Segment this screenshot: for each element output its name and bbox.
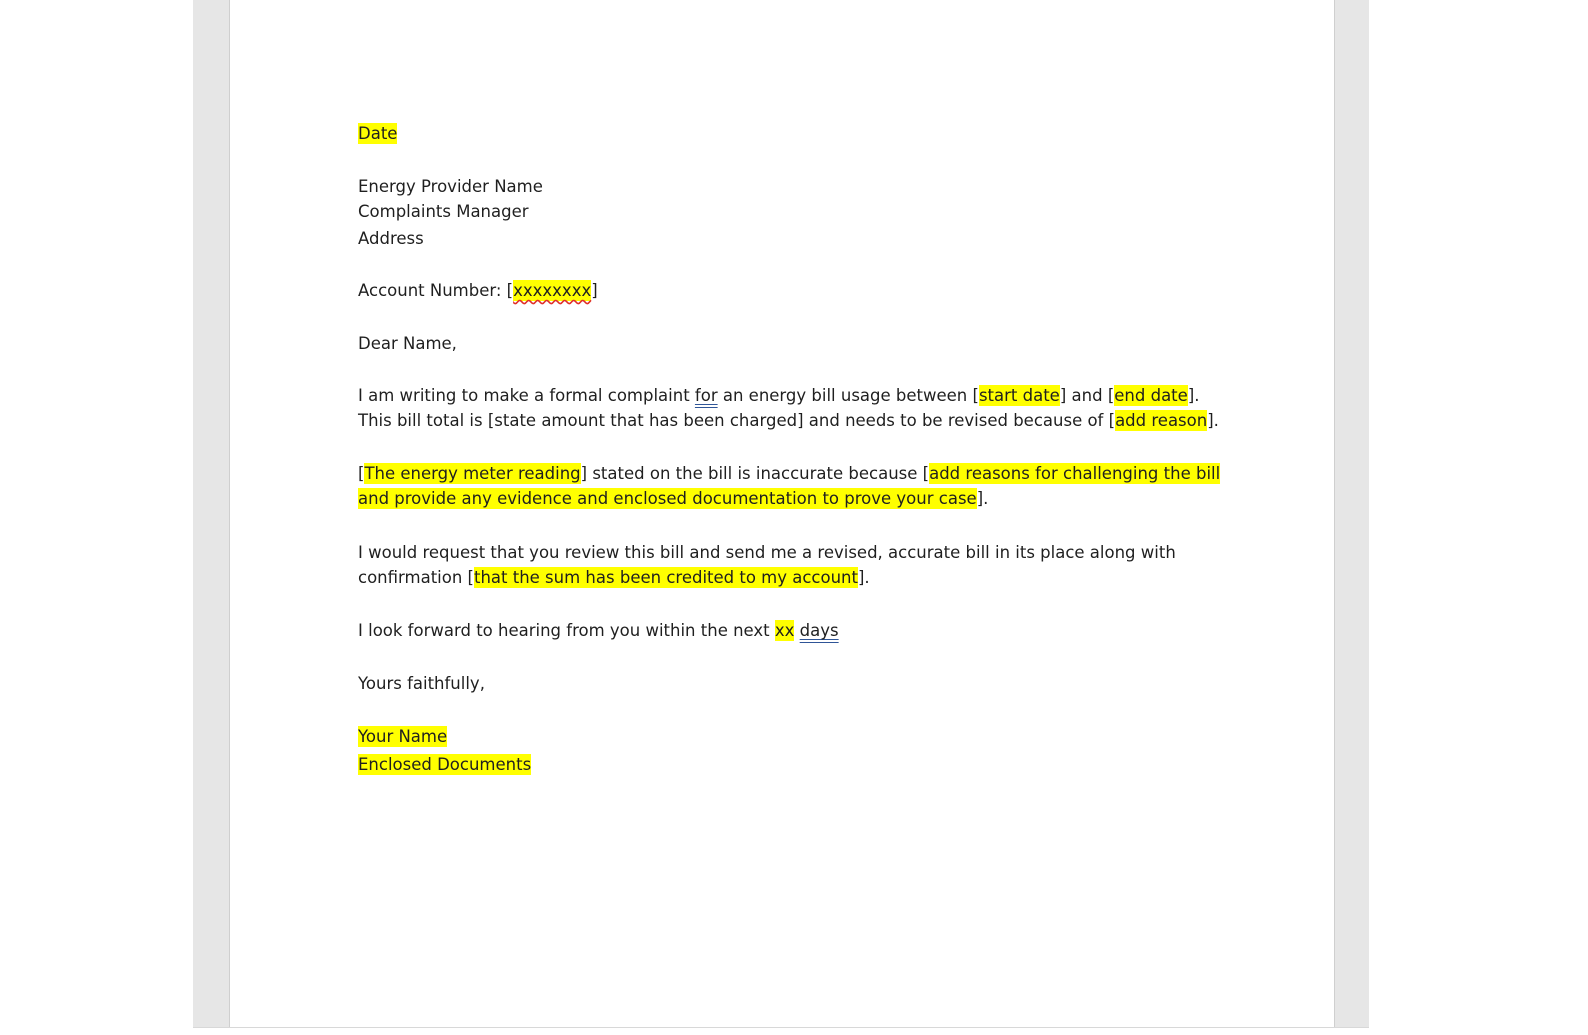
para1-text-d: ]. bbox=[1187, 386, 1200, 405]
account-number-placeholder: xxxxxxxx bbox=[513, 281, 592, 300]
para2-open: [ bbox=[358, 464, 365, 483]
para3-line1: I would request that you review this bill and send me a revised, accurate bill in its place along with bbox=[358, 543, 1176, 562]
para1-text-a: I am writing to make a formal complaint bbox=[358, 386, 695, 405]
account-label: Account Number: [ bbox=[358, 281, 514, 300]
grammar-flag-for: for bbox=[694, 386, 718, 405]
recipient-provider: Energy Provider Name bbox=[358, 177, 543, 196]
para2-line1 bbox=[358, 461, 1220, 487]
start-date-placeholder: start date bbox=[978, 386, 1060, 405]
account-close: ] bbox=[591, 281, 598, 300]
para1-line2 bbox=[358, 408, 1219, 434]
document-page[interactable] bbox=[229, 0, 1335, 1027]
reasons-placeholder-2: and provide any evidence and enclosed documentation to prove your case bbox=[358, 489, 977, 508]
recipient-manager: Complaints Manager bbox=[358, 202, 529, 221]
enclosed-line bbox=[358, 752, 531, 778]
your-name-placeholder: Your Name bbox=[358, 727, 448, 746]
para1-text-c: ] and [ bbox=[1059, 386, 1115, 405]
date-line bbox=[358, 121, 397, 147]
add-reason-placeholder: add reason bbox=[1115, 411, 1208, 430]
reasons-placeholder-1: add reasons for challenging the bill bbox=[929, 464, 1221, 483]
end-date-placeholder: end date bbox=[1114, 386, 1188, 405]
para1-text-b: an energy bill usage between [ bbox=[717, 386, 979, 405]
canvas-divider bbox=[193, 1027, 1369, 1028]
credited-placeholder: that the sum has been credited to my account bbox=[473, 568, 858, 587]
para1-line1 bbox=[358, 383, 1200, 409]
para1-text-f: ]. bbox=[1207, 411, 1219, 430]
para2-line2 bbox=[358, 486, 988, 512]
para4-line bbox=[358, 618, 839, 644]
para3-text-a: confirmation [ bbox=[358, 568, 474, 587]
date-placeholder: Date bbox=[358, 124, 398, 143]
account-number-line bbox=[358, 278, 598, 304]
para4-text: I look forward to hearing from you within the next bbox=[358, 621, 775, 640]
meter-reading-placeholder: The energy meter reading bbox=[364, 464, 581, 483]
salutation: Dear Name, bbox=[358, 334, 457, 353]
para2-close: ]. bbox=[976, 489, 989, 508]
closing: Yours faithfully, bbox=[358, 674, 485, 693]
grammar-flag-days: days bbox=[799, 621, 839, 640]
para1-text-e: This bill total is [state amount that has been charged] and needs to be revised because of [ bbox=[358, 411, 1116, 430]
enclosed-documents-placeholder: Enclosed Documents bbox=[358, 755, 532, 774]
para3-text-b: ]. bbox=[858, 568, 870, 587]
para2-mid: ] stated on the bill is inaccurate because [ bbox=[580, 464, 930, 483]
your-name-line bbox=[358, 724, 447, 750]
recipient-address: Address bbox=[358, 229, 424, 248]
days-count-placeholder: xx bbox=[774, 621, 795, 640]
para3-line2 bbox=[358, 565, 870, 591]
